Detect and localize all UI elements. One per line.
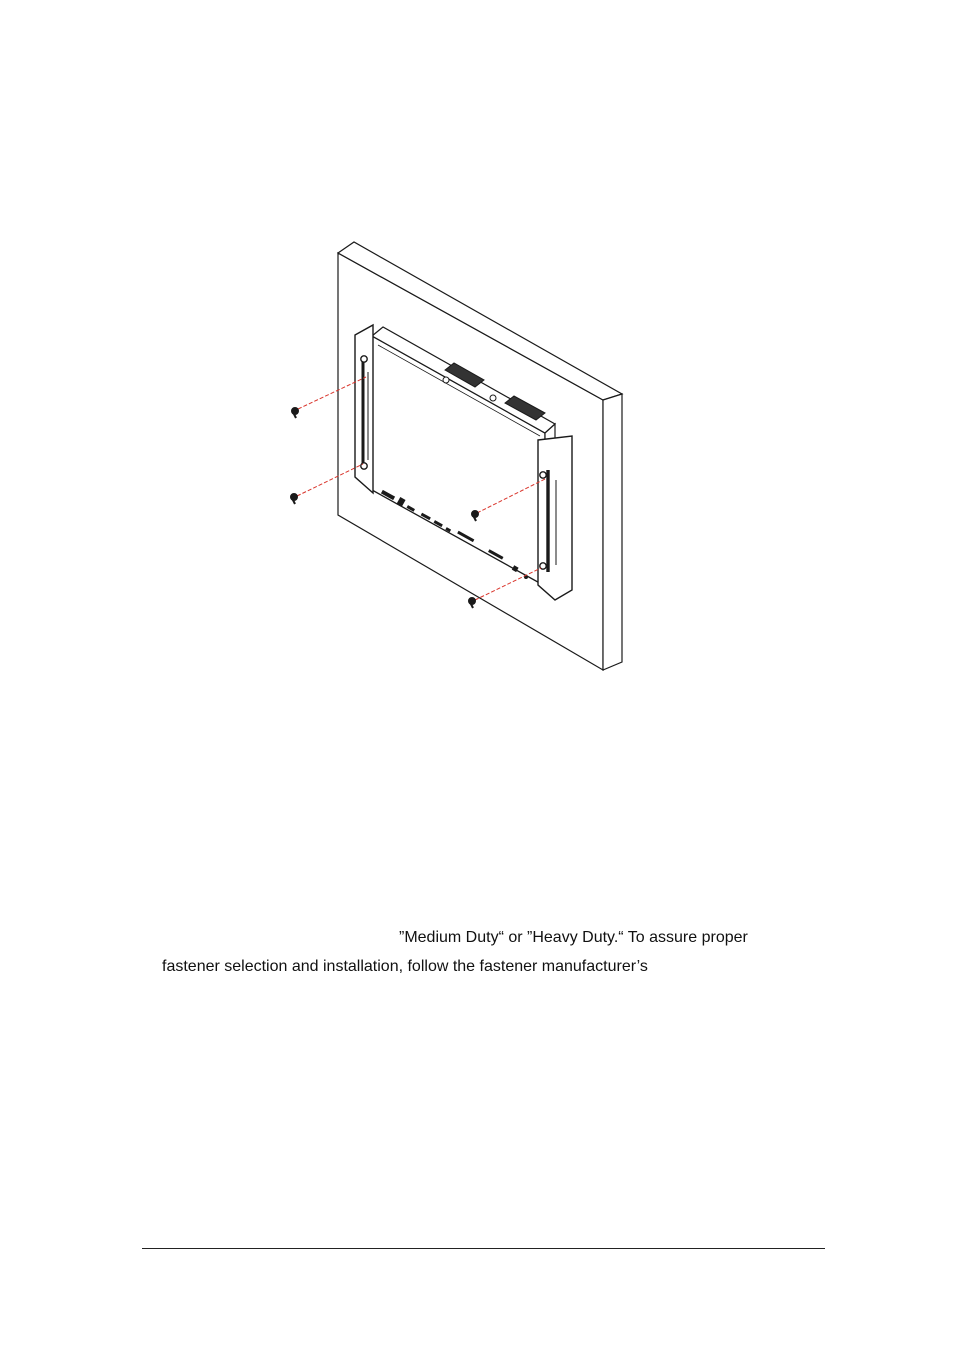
- left-bracket: [355, 325, 373, 493]
- vent-screw-right: [490, 395, 496, 401]
- left-bracket-top-hole: [361, 356, 367, 362]
- left-bracket-bottom-hole: [361, 463, 367, 469]
- right-bracket-plate: [538, 436, 572, 600]
- wall-side-edge: [603, 394, 622, 670]
- body-text-line-2: fastener selection and installation, follow the fastener manufacturer’s: [162, 958, 648, 975]
- vent-screw-left: [443, 377, 449, 383]
- footer-divider: [142, 1248, 825, 1249]
- right-bracket: [538, 436, 572, 600]
- screw-top-left: [292, 408, 299, 419]
- right-bracket-top-hole: [540, 472, 546, 478]
- body-text-line-1: ”Medium Duty“ or ”Heavy Duty.“ To assure proper: [399, 929, 748, 946]
- screw-bottom-left: [291, 494, 298, 505]
- screw-bottom-right: [469, 598, 476, 609]
